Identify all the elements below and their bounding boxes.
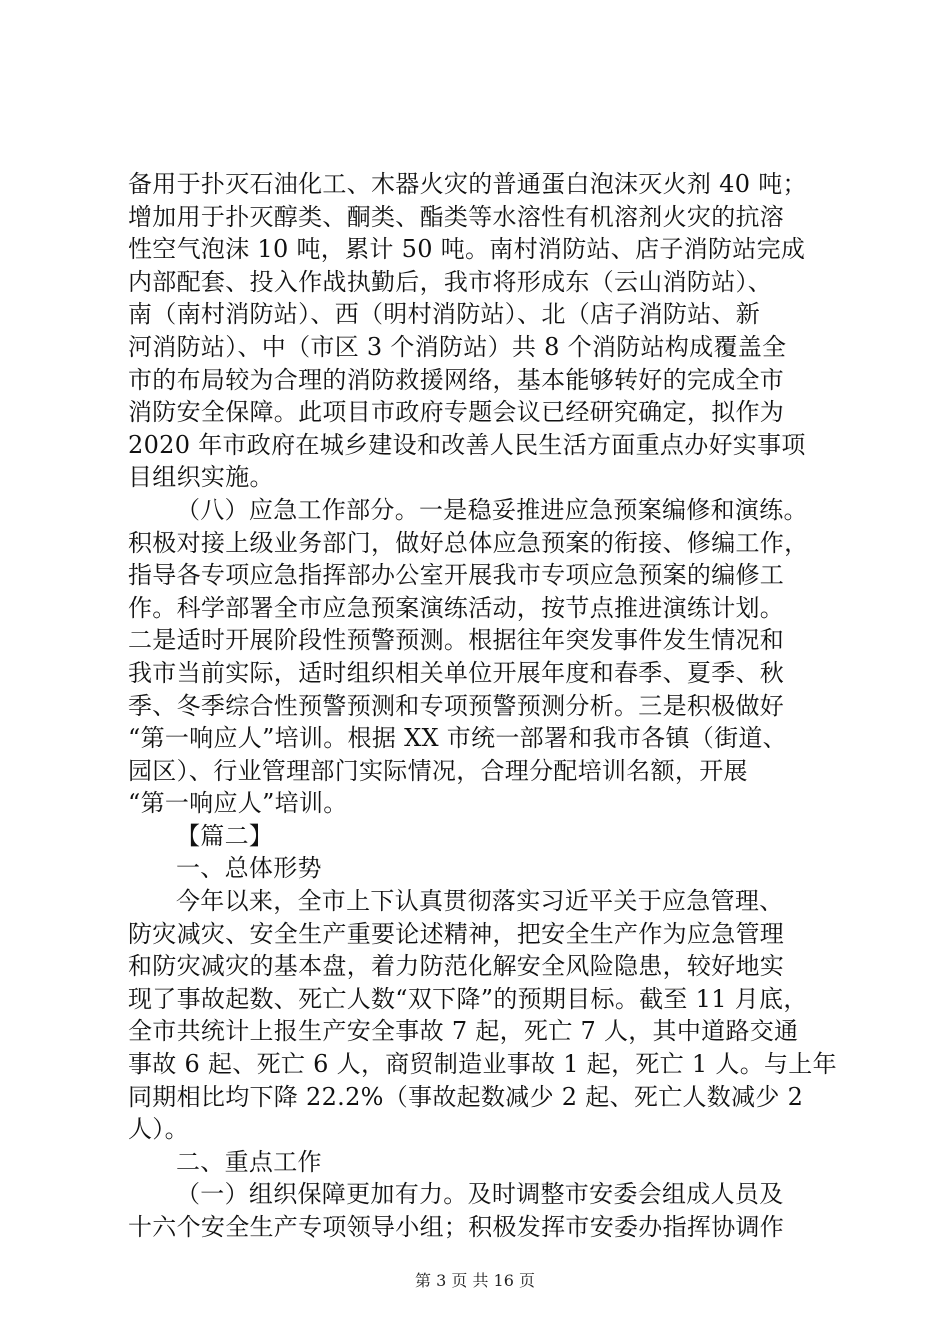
- text-line: 目组织实施。: [128, 463, 274, 492]
- text-line: 今年以来，全市上下认真贯彻落实习近平关于应急管理、: [176, 887, 784, 916]
- section-heading-key-work: 二、重点工作: [176, 1147, 322, 1176]
- text-line: “第一响应人”培训。根据 XX 市统一部署和我市各镇（街道、: [128, 724, 787, 753]
- text-line: 南（南村消防站）、西（明村消防站）、北（店子消防站、新: [128, 300, 761, 329]
- text-line: 事故 6 起、死亡 6 人，商贸制造业事故 1 起，死亡 1 人。与上年: [128, 1050, 837, 1079]
- text-line: 防灾减灾、安全生产重要论述精神，把安全生产作为应急管理: [128, 919, 785, 948]
- section-heading-emergency: （八）应急工作部分。一是稳妥推进应急预案编修和演练。: [176, 495, 808, 524]
- text-line: 河消防站）、中（市区 3 个消防站）共 8 个消防站构成覆盖全: [128, 332, 787, 361]
- text-line: 人）。: [128, 1115, 189, 1144]
- text-line: 增加用于扑灭醇类、酮类、酯类等水溶性有机溶剂火灾的抗溶: [128, 202, 785, 231]
- text-line: 二是适时开展阶段性预警预测。根据往年突发事件发生情况和: [128, 626, 785, 655]
- text-line: 和防灾减灾的基本盘，着力防范化解安全风险隐患，较好地实: [128, 952, 785, 981]
- document-body: [128, 168, 848, 1244]
- text-line: 备用于扑灭石油化工、木器火灾的普通蛋白泡沫灭火剂 40 吨；: [128, 170, 807, 198]
- text-line: 全市共统计上报生产安全事故 7 起，死亡 7 人，其中道路交通: [128, 1017, 799, 1046]
- text-line: 我市当前实际，适时组织相关单位开展年度和春季、夏季、秋: [128, 658, 785, 687]
- text-line: 2020 年市政府在城乡建设和改善人民生活方面重点办好实事项: [128, 430, 806, 459]
- page-number-footer: 第 3 页 共 16 页: [415, 1271, 535, 1290]
- part-heading: 【篇二】: [176, 821, 274, 850]
- text-line: 同期相比均下降 22.2%（事故起数减少 2 起、死亡人数减少 2: [128, 1082, 804, 1111]
- text-line: 内部配套、投入作战执勤后，我市将形成东（云山消防站）、: [128, 267, 773, 296]
- text-line: 市的布局较为合理的消防救援网络，基本能够转好的完成全市: [128, 365, 785, 394]
- text-line: 指导各专项应急指挥部办公室开展我市专项应急预案的编修工: [128, 561, 785, 590]
- text-line: （一）组织保障更加有力。及时调整市安委会组成人员及: [176, 1180, 784, 1209]
- text-line: 十六个安全生产专项领导小组；积极发挥市安委办指挥协调作: [128, 1213, 785, 1241]
- text-line: 消防安全保障。此项目市政府专题会议已经研究确定，拟作为: [128, 398, 785, 427]
- text-line: 作。科学部署全市应急预案演练活动，按节点推进演练计划。: [128, 593, 785, 622]
- text-line: 现了事故起数、死亡人数“双下降”的预期目标。截至 11 月底，: [128, 984, 808, 1013]
- text-line: 园区）、行业管理部门实际情况，合理分配培训名额，开展: [128, 756, 748, 785]
- section-heading-overview: 一、总体形势: [176, 854, 322, 883]
- text-line: “第一响应人”培训。: [128, 789, 348, 818]
- text-line: 性空气泡沫 10 吨，累计 50 吨。南村消防站、店子消防站完成: [128, 235, 806, 264]
- text-line: 积极对接上级业务部门，做好总体应急预案的衔接、修编工作，: [128, 528, 809, 557]
- text-line: 季、冬季综合性预警预测和专项预警预测分析。三是积极做好: [128, 691, 785, 720]
